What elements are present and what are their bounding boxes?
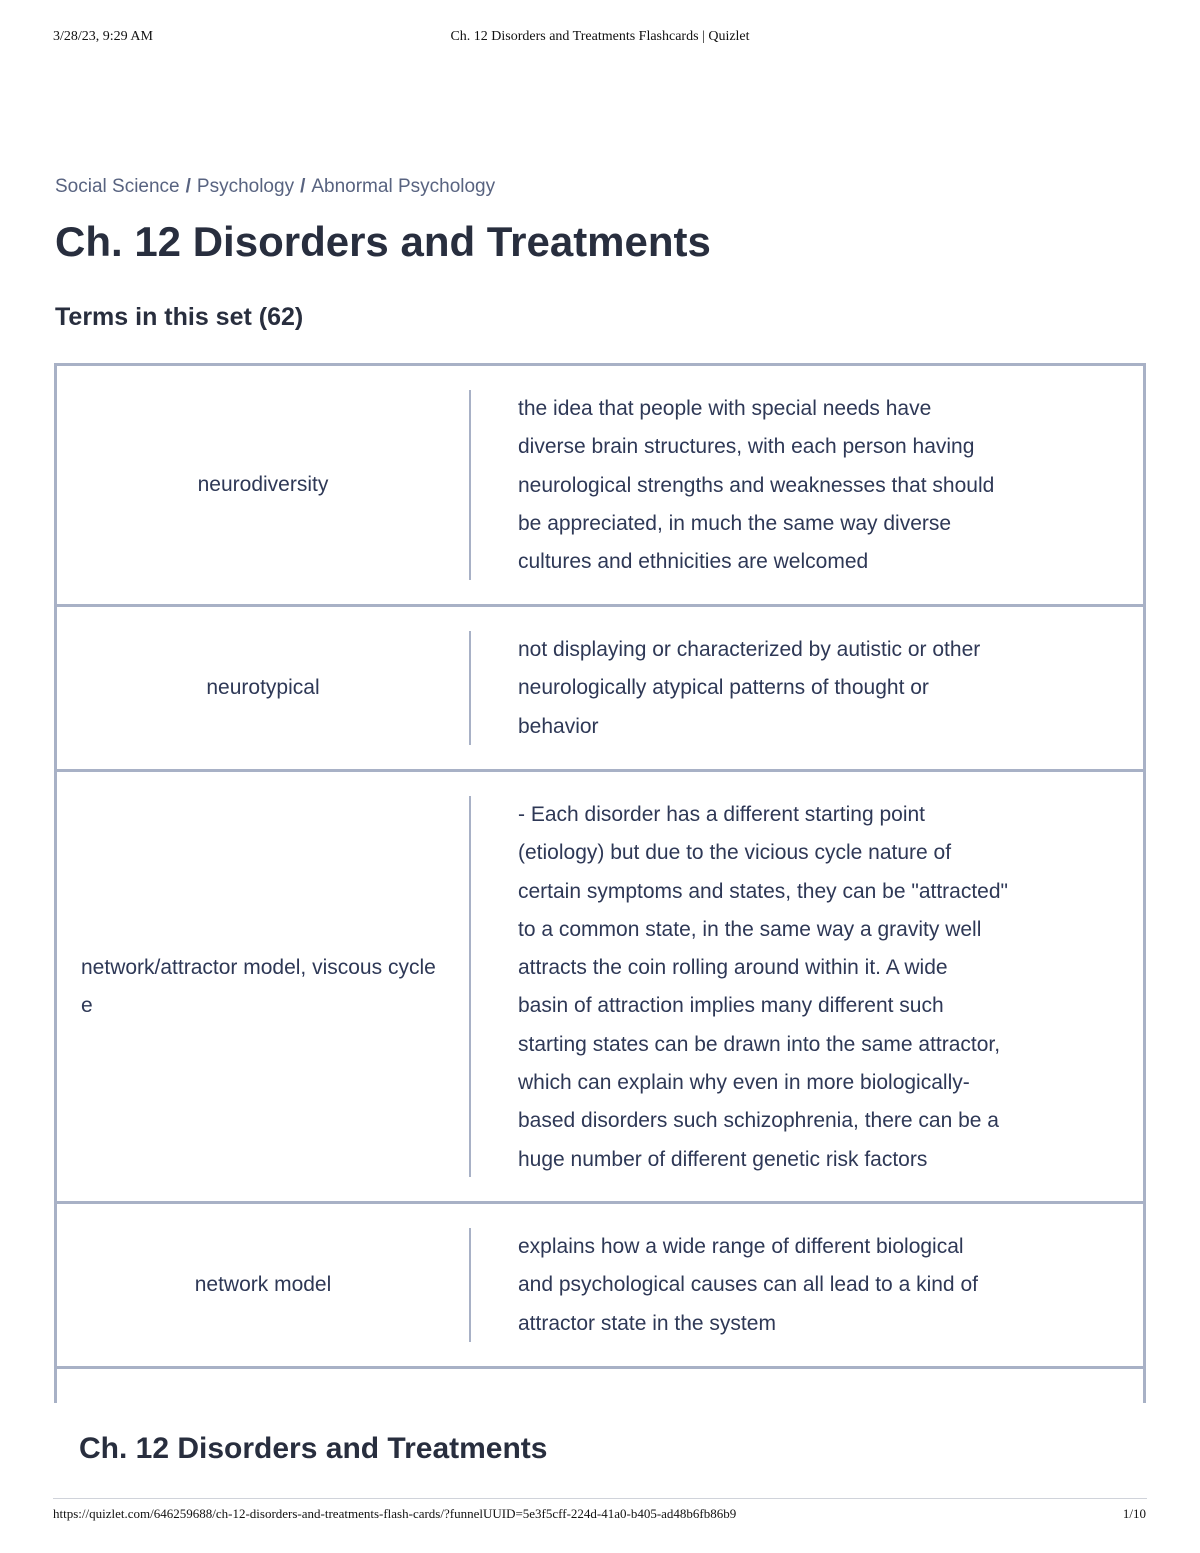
breadcrumb-abnormal-psychology[interactable]: Abnormal Psychology xyxy=(311,176,496,197)
definition-text: not displaying or characterized by autistic or other neurologically atypical patterns of thought or behavior xyxy=(518,638,981,738)
term-card xyxy=(57,607,1143,772)
term-card xyxy=(57,772,1143,1204)
footer-set-title: Ch. 12 Disorders and Treatments xyxy=(79,1432,548,1465)
definition-text: the idea that people with special needs have diverse brain structures, with each person having neurological strengths and weaknesses that should be appreciated, in much the same way diverse cultures and ethnicities are welcomed xyxy=(518,397,995,574)
print-page-number: 1/10 xyxy=(1122,1506,1146,1521)
term-text: network/attractor model, viscous cycle e xyxy=(81,955,436,1017)
page-title: Ch. 12 Disorders and Treatments xyxy=(55,218,711,265)
breadcrumb-separator: / xyxy=(300,176,306,197)
term-card-partial xyxy=(57,1369,1143,1403)
terms-count-heading: Terms in this set (62) xyxy=(55,303,304,331)
term-card xyxy=(57,366,1143,607)
definition-text: explains how a wide range of different biological and psychological causes can all lead to a kind of attractor state in the system xyxy=(518,1235,978,1335)
term-text: neurotypical xyxy=(206,676,320,699)
definition-text: - Each disorder has a different starting point (etiology) but due to the vicious cycle nature of certain symptoms and states, they can be "attracted" to a common state, in the same way a gravity well attracts the coin rolling around within it. A wide basin of attraction implies many different such starting states can be drawn into the same attractor, which can explain why even in more biologically- based disorders such schizophrenia, there can be a huge number of different genetic risk factors xyxy=(518,803,1008,1171)
print-url: https://quizlet.com/646259688/ch-12-disorders-and-treatments-flash-cards/?funnelUUID=5e3f5cff-224d-41a0-b405-ad48b6fb86b9 xyxy=(53,1506,737,1521)
footer-divider xyxy=(53,1498,1147,1499)
breadcrumb-psychology[interactable]: Psychology xyxy=(196,176,295,197)
breadcrumb xyxy=(55,176,495,198)
print-page-title: Ch. 12 Disorders and Treatments Flashcards | Quizlet xyxy=(450,29,750,44)
print-datetime: 3/28/23, 9:29 AM xyxy=(53,29,153,44)
term-card-list xyxy=(54,363,1146,1403)
breadcrumb-social-science[interactable]: Social Science xyxy=(55,176,180,197)
term-text: network model xyxy=(194,1273,332,1296)
term-text: neurodiversity xyxy=(197,473,329,496)
term-card xyxy=(57,1204,1143,1369)
breadcrumb-separator: / xyxy=(185,176,191,197)
